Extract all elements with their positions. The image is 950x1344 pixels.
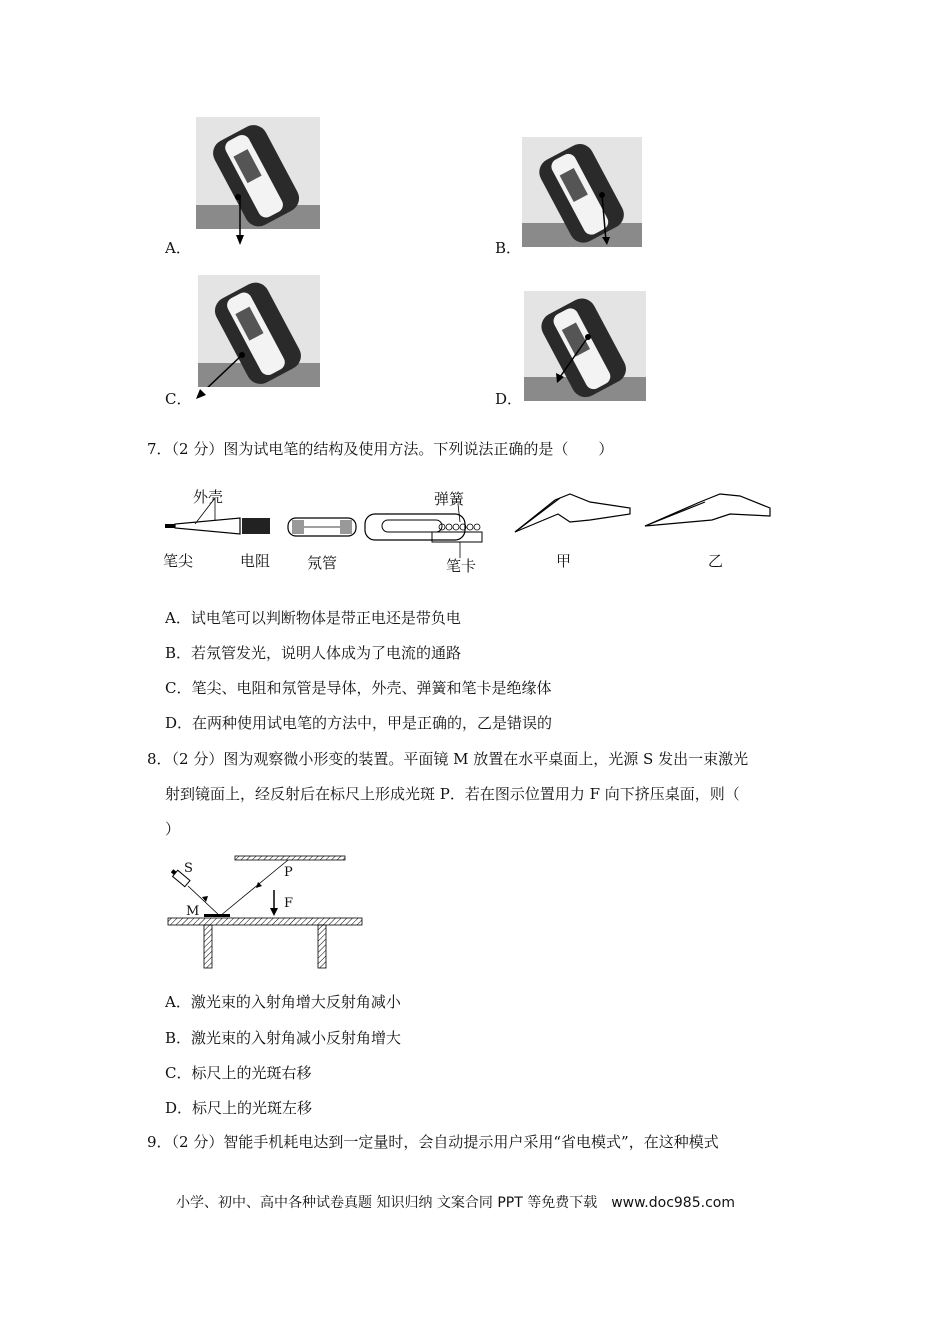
label-M: M	[186, 904, 200, 919]
label-F: F	[284, 896, 294, 911]
q6-option-a[interactable]: A．	[165, 239, 191, 257]
q7-stem: 7．（2 分）图为试电笔的结构及使用方法。下列说法正确的是（ ）	[147, 440, 614, 458]
q6-image-c	[198, 275, 320, 387]
q6-image-b	[522, 137, 642, 247]
q7-option-c[interactable]: C．笔尖、电阻和氖管是导体，外壳、弹簧和笔卡是绝缘体	[165, 679, 552, 697]
q6-arrow-c	[196, 384, 208, 403]
q7-option-a[interactable]: A．试电笔可以判断物体是带正电还是带负电	[165, 609, 461, 627]
q9-stem: 9．（2 分）智能手机耗电达到一定量时，会自动提示用户采用“省电模式”，在这种模式	[147, 1133, 719, 1151]
label-tip: 笔尖	[163, 552, 194, 570]
label-clip: 笔卡	[446, 557, 477, 575]
q8-stem-line3: ）	[165, 820, 181, 838]
q6-option-c[interactable]: C．	[165, 390, 192, 408]
q7-option-b[interactable]: B．若氖管发光，说明人体成为了电流的通路	[165, 644, 462, 662]
label-shell: 外壳	[193, 488, 224, 506]
q8-stem-line2: 射到镜面上，经反射后在标尺上形成光斑 P．若在图示位置用力 F 向下挤压桌面，则（	[165, 785, 740, 803]
q6-option-d[interactable]: D．	[495, 390, 523, 408]
label-spring: 弹簧	[434, 490, 465, 508]
q6-image-a	[196, 117, 320, 229]
q6-option-b[interactable]: B．	[495, 239, 522, 257]
page-footer: 小学、初中、高中各种试卷真题 知识归纳 文案合同 PPT 等免费下载 www.doc985.com	[176, 1195, 735, 1211]
label-yi: 乙	[708, 552, 724, 570]
q8-option-b[interactable]: B．激光束的入射角减小反射角增大	[165, 1029, 402, 1047]
label-resistor: 电阻	[240, 552, 271, 570]
q6-image-d	[524, 291, 646, 401]
q6-arrow-a	[235, 195, 245, 249]
q8-option-c[interactable]: C．标尺上的光斑右移	[165, 1064, 312, 1082]
label-P: P	[284, 865, 293, 880]
label-jia: 甲	[556, 552, 572, 570]
label-neon: 氖管	[307, 554, 338, 572]
q8-option-a[interactable]: A．激光束的入射角增大反射角减小	[165, 993, 401, 1011]
q7-option-d[interactable]: D．在两种使用试电笔的方法中，甲是正确的，乙是错误的	[165, 714, 553, 732]
q8-stem-line1: 8．（2 分）图为观察微小形变的装置。平面镜 M 放置在水平桌面上，光源 S 发出一束激光	[147, 750, 749, 768]
label-S: S	[184, 861, 193, 876]
q8-option-d[interactable]: D．标尺上的光斑左移	[165, 1099, 313, 1117]
